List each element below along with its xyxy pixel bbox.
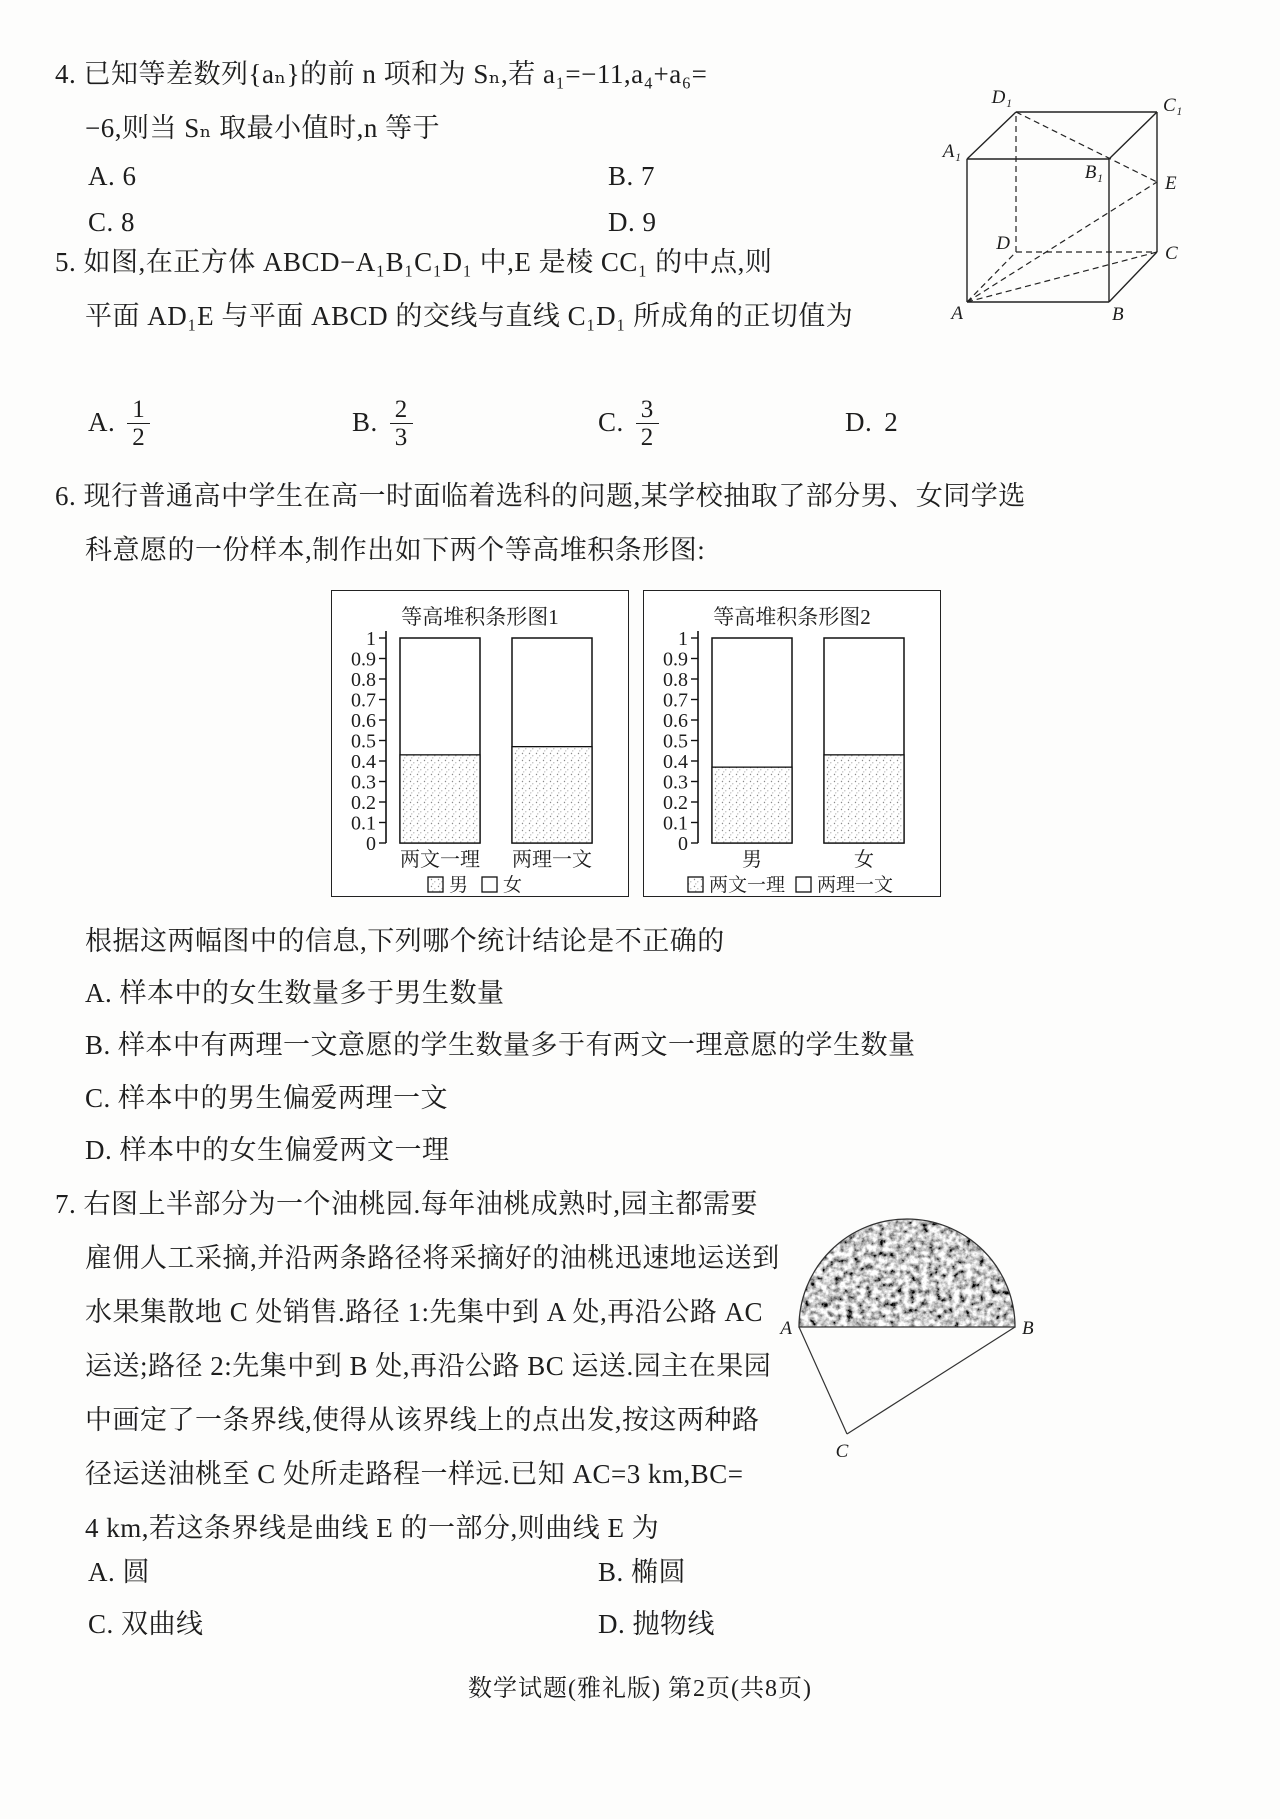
orchard-label-b: B [1022, 1318, 1034, 1339]
legend-swatch [688, 877, 703, 892]
bar-segment-男 [512, 747, 592, 843]
orchard-road-lines [799, 1327, 1015, 1434]
stacked-bar-chart-2 [643, 590, 941, 897]
bar-segment-两文一理 [712, 767, 792, 843]
bar-segment-男 [400, 755, 480, 843]
q7-line-7: 4 km,若这条界线是曲线 E 的一部分,则曲线 E 为 [85, 1513, 660, 1543]
option-label: B. [352, 407, 378, 438]
option-label: C. [598, 407, 624, 438]
q5-option-d [845, 388, 898, 458]
legend-swatch [482, 877, 497, 892]
q5-line-1: 5. 如图,在正方体 ABCD−A₁B₁C₁D₁ 中,E 是棱 CC₁ 的中点,则 [55, 247, 773, 277]
fraction-numerator: 2 [394, 395, 408, 423]
q7-line-5: 中画定了一条界线,使得从该界线上的点出发,按这两种路 [85, 1405, 760, 1435]
category-label: 两理一文 [512, 849, 592, 871]
fraction-numerator: 1 [132, 395, 146, 423]
category-label: 两文一理 [400, 849, 480, 871]
q6-stem-2: 根据这两幅图中的信息,下列哪个统计结论是不正确的 [85, 926, 725, 956]
option-label: D. [845, 407, 873, 438]
y-tick-label: 0.2 [351, 792, 376, 814]
bar-segment-两文一理 [824, 755, 904, 843]
legend-label: 两理一文 [817, 875, 894, 894]
fraction-denominator: 2 [127, 423, 150, 451]
q7-line-2: 雇佣人工采摘,并沿两条路径将采摘好的油桃迅速地运送到 [85, 1243, 780, 1273]
cube-label-d: D [996, 233, 1010, 254]
y-tick-label: 0.5 [663, 730, 688, 753]
q5-option-b [352, 388, 413, 458]
cube-figure [935, 70, 1195, 326]
q7-option-d: D. 抛物线 [598, 1609, 715, 1639]
cube-label-e: E [1165, 173, 1177, 194]
y-tick-label: 0.9 [351, 648, 376, 671]
fraction [390, 396, 413, 451]
orchard-photo-texture [789, 1209, 1025, 1337]
y-tick-label: 0.8 [351, 669, 376, 691]
fraction-denominator: 2 [636, 423, 659, 451]
q4-line-1: 4. 已知等差数列{aₙ}的前 n 项和为 Sₙ,若 a₁=−11,a₄+a₆= [55, 59, 708, 89]
orchard-figure [772, 1202, 1062, 1472]
q6-option-a: A. 样本中的女生数量多于男生数量 [85, 978, 505, 1008]
y-tick-label: 0.3 [663, 771, 688, 794]
legend-label: 男 [449, 875, 469, 894]
legend-label: 两文一理 [709, 875, 786, 894]
option-label: A. [88, 407, 116, 438]
q6-option-d: D. 样本中的女生偏爱两文一理 [85, 1135, 450, 1165]
q7-line-6: 径运送油桃至 C 处所走路程一样远.已知 AC=3 km,BC= [85, 1459, 744, 1489]
legend-swatch [428, 877, 443, 892]
y-tick-label: 0.4 [663, 751, 688, 773]
chart-canvas [332, 591, 627, 894]
cube-label-d1: D₁ [991, 87, 1012, 108]
q4-option-c: C. 8 [88, 207, 136, 237]
y-tick-label: 0.7 [663, 689, 688, 712]
q7-line-4: 运送;路径 2:先集中到 B 处,再沿公路 BC 运送.园主在果园 [85, 1351, 772, 1381]
cube-label-a: A [951, 303, 963, 324]
q7-option-a: A. 圆 [88, 1557, 150, 1587]
y-tick-label: 1 [366, 628, 376, 650]
option-value: 2 [884, 407, 899, 438]
page-footer: 数学试题(雅礼版) 第2页(共8页) [468, 1676, 812, 1702]
legend-label: 女 [503, 875, 523, 894]
y-tick-label: 0.6 [351, 710, 376, 732]
q5-line-2: 平面 AD₁E 与平面 ABCD 的交线与直线 C₁D₁ 所成角的正切值为 [85, 301, 854, 331]
stacked-bar-chart-1 [331, 590, 629, 897]
y-tick-label: 1 [678, 628, 688, 650]
category-label: 男 [742, 849, 762, 871]
y-tick-label: 0.5 [351, 730, 376, 753]
y-tick-label: 0.1 [351, 812, 376, 835]
q5-option-a [88, 388, 150, 458]
y-tick-label: 0 [678, 833, 688, 855]
q4-option-a: A. 6 [88, 161, 137, 191]
q6-line-1: 6. 现行普通高中学生在高一时面临着选科的问题,某学校抽取了部分男、女同学选 [55, 481, 1026, 511]
q5-option-c [598, 388, 659, 458]
q7-line-3: 水果集散地 C 处销售.路径 1:先集中到 A 处,再沿公路 AC [85, 1297, 764, 1327]
q7-line-1: 7. 右图上半部分为一个油桃园.每年油桃成熟时,园主都需要 [55, 1189, 758, 1219]
q4-option-d: D. 9 [608, 207, 657, 237]
y-tick-label: 0.2 [663, 792, 688, 814]
q6-line-2: 科意愿的一份样本,制作出如下两个等高堆积条形图: [85, 535, 706, 565]
legend-swatch [796, 877, 811, 892]
y-tick-label: 0.8 [663, 669, 688, 691]
category-label: 女 [854, 849, 874, 871]
fraction [127, 396, 150, 451]
cube-label-c1: C₁ [1163, 95, 1183, 116]
cube-label-b1: B₁ [1084, 162, 1103, 183]
y-tick-label: 0 [366, 833, 376, 855]
q7-option-c: C. 双曲线 [88, 1609, 204, 1639]
cube-label-b: B [1112, 304, 1124, 325]
q6-option-c: C. 样本中的男生偏爱两理一文 [85, 1083, 449, 1113]
fraction-denominator: 3 [390, 423, 413, 451]
y-tick-label: 0.7 [351, 689, 376, 712]
y-tick-label: 0.3 [351, 771, 376, 794]
fraction [636, 396, 659, 451]
orchard-label-c: C [835, 1441, 849, 1462]
chart-canvas [644, 591, 939, 894]
y-tick-label: 0.6 [663, 710, 688, 732]
cube-label-a1: A₁ [942, 141, 961, 162]
cube-label-c: C [1165, 243, 1178, 264]
q4-line-2: −6,则当 Sₙ 取最小值时,n 等于 [85, 113, 441, 143]
chart-title: 等高堆积条形图2 [713, 605, 871, 629]
y-tick-label: 0.9 [663, 648, 688, 671]
fraction-numerator: 3 [640, 395, 654, 423]
q4-option-b: B. 7 [608, 161, 656, 191]
chart-title: 等高堆积条形图1 [401, 605, 559, 629]
q7-option-b: B. 椭圆 [598, 1557, 687, 1587]
y-tick-label: 0.4 [351, 751, 376, 773]
y-tick-label: 0.1 [663, 812, 688, 835]
orchard-label-a: A [780, 1318, 792, 1339]
q6-option-b: B. 样本中有两理一文意愿的学生数量多于有两文一理意愿的学生数量 [85, 1030, 916, 1060]
